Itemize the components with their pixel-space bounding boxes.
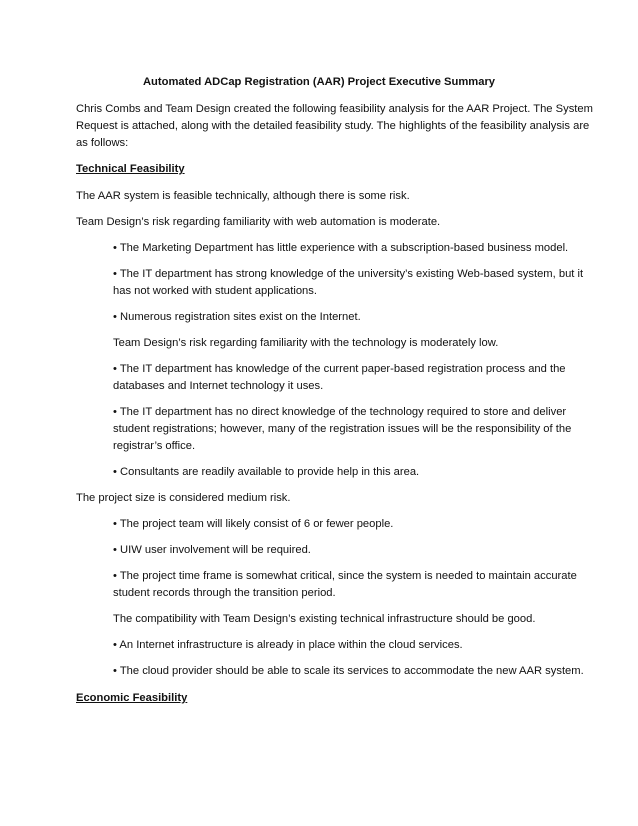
document-title: Automated ADCap Registration (AAR) Project Executive Summary [142, 76, 496, 88]
economic-feasibility-heading: Economic Feasibility [76, 692, 188, 704]
intro-line-3: as follows: [76, 137, 129, 149]
bullet-registration-sites: • Numerous registration sites exist on the Internet. [113, 311, 361, 323]
bullet-paper-process-line-2: databases and Internet technology it uses. [113, 380, 324, 392]
bullet-project-team: • The project team will likely consist of 6 or fewer people. [113, 518, 394, 530]
bullet-marketing: • The Marketing Department has little experience with a subscription-based business model. [113, 242, 569, 254]
intro-line-1: Chris Combs and Team Design created the following feasibility analysis for the AAR Project. The System [76, 103, 593, 115]
bullet-it-knowledge-line-1: • The IT department has strong knowledge of the university’s existing Web-based system, but it [113, 268, 584, 280]
project-size-risk: The project size is considered medium risk. [76, 492, 291, 504]
bullet-no-direct-knowledge-line-2: student registrations; however, many of the registration issues will be the responsibility of the [113, 423, 572, 435]
compatibility-statement: The compatibility with Team Design’s existing technical infrastructure should be good. [113, 613, 536, 625]
web-automation-risk: Team Design’s risk regarding familiarity with web automation is moderate. [76, 216, 441, 228]
bullet-cloud-provider: • The cloud provider should be able to scale its services to accommodate the new AAR system. [113, 665, 584, 677]
technology-risk: Team Design’s risk regarding familiarity with the technology is moderately low. [113, 337, 499, 349]
bullet-no-direct-knowledge-line-3: registrar’s office. [113, 440, 196, 452]
bullet-it-knowledge-line-2: has not worked with student applications. [113, 285, 317, 297]
bullet-time-frame-line-2: student records through the transition period. [113, 587, 336, 599]
bullet-time-frame-line-1: • The project time frame is somewhat critical, since the system is needed to maintain accurate [113, 570, 577, 582]
technical-feasibility-heading: Technical Feasibility [76, 163, 185, 175]
technical-statement: The AAR system is feasible technically, although there is some risk. [76, 190, 410, 202]
bullet-internet-infrastructure: • An Internet infrastructure is already in place within the cloud services. [113, 639, 463, 651]
bullet-no-direct-knowledge-line-1: • The IT department has no direct knowledge of the technology required to store and deliver [113, 406, 567, 418]
bullet-uiw-involvement: • UIW user involvement will be required. [113, 544, 311, 556]
bullet-paper-process-line-1: • The IT department has knowledge of the current paper-based registration process and the [113, 363, 566, 375]
bullet-consultants: • Consultants are readily available to provide help in this area. [113, 466, 420, 478]
intro-line-2: Request is attached, along with the detailed feasibility study. The highlights of the feasibility analysis are [76, 120, 590, 132]
